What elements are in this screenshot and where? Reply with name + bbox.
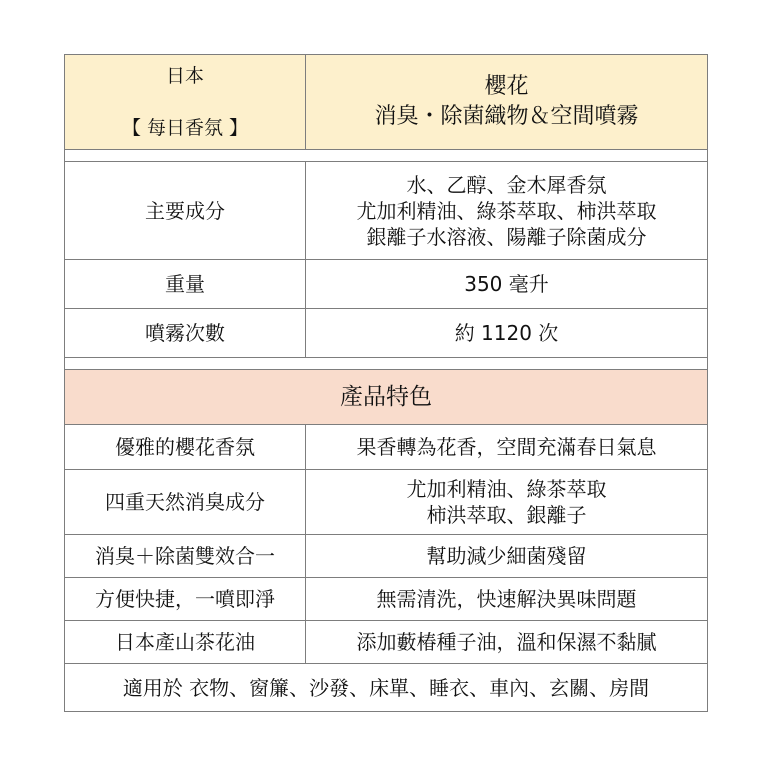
feature-description [306, 470, 708, 535]
product-type: 消臭・除菌織物＆空間噴霧 [374, 104, 639, 129]
feature-name: 方便快捷，一噴即淨 [65, 578, 306, 621]
usage-text: 適用於 衣物、窗簾、沙發、床單、睡衣、車內、玄關、房間 [65, 664, 708, 712]
ingredients-label: 主要成分 [65, 162, 306, 260]
weight-label: 重量 [65, 260, 306, 309]
product-header-row [65, 55, 708, 150]
feature-row [65, 535, 708, 578]
feature-row [65, 621, 708, 664]
features-heading: 產品特色 [65, 370, 708, 425]
brand-origin: 日本 [165, 65, 204, 87]
weight-row [65, 260, 708, 309]
feature-row [65, 470, 708, 535]
feature-description: 果香轉為花香，空間充滿春日氣息 [306, 425, 708, 470]
ingredients-line: 尤加利精油、綠茶萃取、柿洪萃取 [356, 198, 657, 223]
spray-count-value: 約 1120 次 [306, 309, 708, 358]
feature-description: 無需清洗，快速解決異味問題 [306, 578, 708, 621]
feature-description-line: 尤加利精油、綠茶萃取 [406, 477, 607, 501]
usage-row [65, 664, 708, 712]
features-heading-row [65, 370, 708, 425]
feature-name: 消臭＋除菌雙效合一 [65, 535, 306, 578]
product-title-cell [306, 55, 708, 150]
product-spec-table [64, 54, 708, 712]
spray-count-label: 噴霧次數 [65, 309, 306, 358]
feature-name: 優雅的櫻花香氛 [65, 425, 306, 470]
feature-row [65, 425, 708, 470]
feature-name: 四重天然消臭成分 [65, 470, 306, 535]
brand-name: 【 每日香氛 】 [121, 117, 249, 139]
spacer-row [65, 358, 708, 370]
feature-description-line: 柿洪萃取、銀離子 [426, 503, 587, 527]
product-scent: 櫻花 [484, 74, 529, 99]
weight-value: 350 毫升 [306, 260, 708, 309]
ingredients-line: 水、乙醇、金木犀香氛 [406, 172, 607, 197]
feature-description: 幫助減少細菌殘留 [306, 535, 708, 578]
spacer-row [65, 150, 708, 162]
spray-count-row [65, 309, 708, 358]
ingredients-line: 銀離子水溶液、陽離子除菌成分 [366, 224, 647, 249]
brand-cell [65, 55, 306, 150]
feature-description: 添加藪椿種子油，溫和保濕不黏膩 [306, 621, 708, 664]
product-spec-sheet [64, 54, 707, 712]
ingredients-value [306, 162, 708, 260]
ingredients-row [65, 162, 708, 260]
feature-name: 日本產山茶花油 [65, 621, 306, 664]
feature-row [65, 578, 708, 621]
